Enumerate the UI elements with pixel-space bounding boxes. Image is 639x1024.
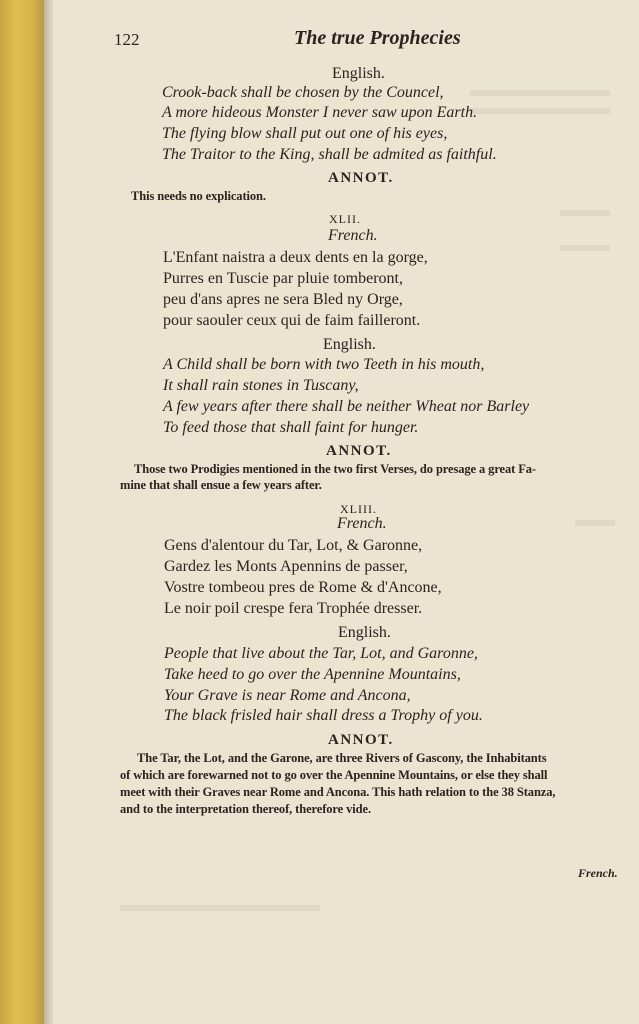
verse-line: The Traitor to the King, shall be admited as faithful. (162, 146, 497, 163)
annotation-line: and to the interpretation thereof, therefore vide. (120, 802, 371, 816)
verse-line: Vostre tombeou pres de Rome & d'Ancone, (164, 579, 442, 596)
verse-line: Your Grave is near Rome and Ancona, (164, 687, 411, 704)
verse-line: To feed those that shall faint for hunger. (163, 419, 419, 436)
annot-label: ANNOT. (328, 732, 394, 748)
verse-line: Take heed to go over the Apennine Mountains, (164, 666, 461, 683)
verse-line: Gens d'alentour du Tar, Lot, & Garonne, (164, 537, 423, 554)
gutter-shadow (44, 0, 54, 1024)
verse-line: People that live about the Tar, Lot, and Garonne, (164, 645, 478, 662)
annotation-line: This needs no explication. (131, 189, 266, 203)
running-head: The true Prophecies (294, 27, 461, 49)
english-heading: English. (332, 65, 385, 82)
quatrain-number: XLIII. (340, 502, 377, 516)
verse-line: Gardez les Monts Apennins de passer, (164, 558, 408, 575)
english-heading: English. (323, 336, 376, 353)
french-heading: French. (328, 227, 378, 244)
gilt-page-edge (0, 0, 44, 1024)
annot-label: ANNOT. (326, 443, 392, 459)
verse-line: It shall rain stones in Tuscany, (163, 377, 359, 394)
annotation-line: of which are forewarned not to go over the Apennine Mountains, or else they shall (120, 768, 548, 782)
verse-line: The flying blow shall put out one of his eyes, (162, 125, 448, 142)
quatrain-number: XLII. (329, 212, 361, 226)
catchword: French. (578, 866, 618, 880)
verse-line: Crook-back shall be chosen by the Councel, (162, 84, 444, 101)
annotation-line: mine that shall ensue a few years after. (120, 478, 322, 492)
annotation-line: Those two Prodigies mentioned in the two first Verses, do presage a great Fa- (134, 462, 536, 476)
annotation-line: The Tar, the Lot, and the Garone, are three Rivers of Gascony, the Inhabitants (137, 751, 547, 765)
verse-line: Le noir poil crespe fera Trophée dresser. (164, 600, 423, 617)
english-heading: English. (338, 624, 391, 641)
verse-line: peu d'ans apres ne sera Bled ny Orge, (163, 291, 403, 308)
annot-label: ANNOT. (328, 170, 394, 186)
verse-line: A Child shall be born with two Teeth in his mouth, (163, 356, 485, 373)
page-number: 122 (114, 30, 140, 49)
verse-line: A more hideous Monster I never saw upon Earth. (162, 104, 478, 121)
verse-line: L'Enfant naistra a deux dents en la gorge, (163, 249, 428, 266)
annotation-line: meet with their Graves near Rome and Ancona. This hath relation to the 38 Stanza, (120, 785, 556, 799)
verse-line: A few years after there shall be neither Wheat nor Barley (163, 398, 530, 415)
verse-line: The black frisled hair shall dress a Trophy of you. (164, 707, 483, 724)
verse-line: pour saouler ceux qui de faim failleront. (163, 312, 421, 329)
french-heading: French. (337, 515, 387, 532)
verse-line: Purres en Tuscie par pluie tomberont, (163, 270, 403, 287)
